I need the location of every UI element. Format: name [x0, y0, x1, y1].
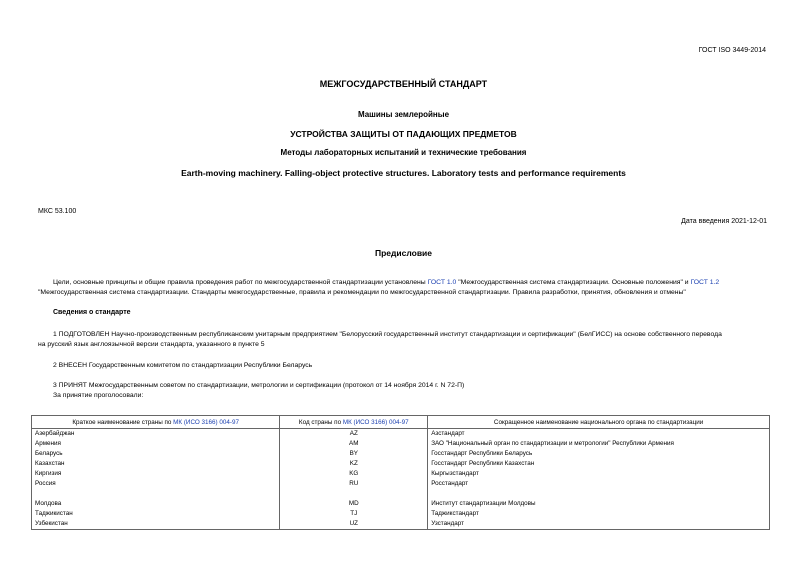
country-cell: Армения	[32, 439, 280, 449]
gost-1-0-link[interactable]: ГОСТ 1.0	[427, 279, 457, 286]
subtitle: Методы лабораторных испытаний и технические требования	[280, 148, 527, 157]
body-cell: Госстандарт Республики Казахстан	[428, 459, 770, 469]
header-text: Краткое наименование страны по	[72, 418, 174, 426]
table-row	[32, 499, 770, 509]
item-1-line-1: 1 ПОДГОТОВЛЕН Научно-производственным республиканским унитарным предприятием "Белорусский государственный институт стандартизации и сертификации" (БелГИСС) на основе собственного перевода	[53, 331, 722, 338]
code-cell: TJ	[280, 509, 428, 519]
standard-type-title: МЕЖГОСУДАРСТВЕННЫЙ СТАНДАРТ	[319, 79, 488, 89]
table-row	[32, 459, 770, 469]
table-row	[32, 479, 770, 489]
table-row	[32, 469, 770, 479]
mk-iso-link[interactable]: МК (ИСО 3166) 004-97	[173, 418, 239, 426]
mks-code: МКС 53.100	[38, 208, 77, 215]
item-1-line-2: на русский язык англоязычной версии стандарта, указанного в пункте 5	[38, 341, 265, 348]
code-cell: KG	[280, 469, 428, 479]
preface-text: "Межгосударственная система стандартизации. Основные положения" и	[456, 279, 691, 286]
code-cell: MD	[280, 499, 428, 509]
country-cell: Азербайджан	[32, 429, 280, 440]
body-cell: Кыргызстандарт	[428, 469, 770, 479]
body-cell: Азстандарт	[428, 429, 770, 440]
code-cell	[280, 489, 428, 499]
table-row	[32, 509, 770, 519]
table-row	[32, 439, 770, 449]
body-cell	[428, 489, 770, 499]
column-header-country	[32, 416, 280, 429]
body-cell: ЗАО "Национальный орган по стандартизации и метрологии" Республики Армения	[428, 439, 770, 449]
body-cell: Узстандарт	[428, 519, 770, 530]
document-code: ГОСТ ISO 3449-2014	[698, 47, 766, 54]
country-cell: Молдова	[32, 499, 280, 509]
code-cell: RU	[280, 479, 428, 489]
code-cell: AM	[280, 439, 428, 449]
table-row	[32, 429, 770, 440]
preface-heading: Предисловие	[374, 248, 433, 258]
body-cell: Росстандарт	[428, 479, 770, 489]
country-cell: Беларусь	[32, 449, 280, 459]
country-cell: Таджикистан	[32, 509, 280, 519]
country-cell: Казахстан	[32, 459, 280, 469]
item-3-line-2: За принятие проголосовали:	[53, 392, 144, 399]
body-cell: Госстандарт Республики Беларусь	[428, 449, 770, 459]
preface-text: Цели, основные принципы и общие правила проведения работ по межгосударственной стандартизации установлены	[53, 279, 428, 286]
country-cell: Россия	[32, 479, 280, 489]
header-text: Код страны по	[298, 418, 343, 426]
code-cell: KZ	[280, 459, 428, 469]
table-row	[32, 519, 770, 530]
table-row	[32, 489, 770, 499]
voting-countries-table	[31, 415, 770, 530]
item-1-paragraph	[38, 330, 770, 350]
country-cell: Киргизия	[32, 469, 280, 479]
body-cell: Институт стандартизации Молдовы	[428, 499, 770, 509]
mk-iso-link[interactable]: МК (ИСО 3166) 004-97	[342, 418, 409, 426]
body-cell: Таджикстандарт	[428, 509, 770, 519]
subject-title: Машины землеройные	[357, 110, 450, 119]
item-2-paragraph	[38, 361, 770, 371]
item-3-line-1: 3 ПРИНЯТ Межгосударственным советом по стандартизации, метрологии и сертификации (протокол от 14 ноября 2014 г. N 72-П)	[53, 382, 465, 389]
table-row	[32, 449, 770, 459]
country-cell: Узбекистан	[32, 519, 280, 530]
column-header-code	[280, 416, 428, 429]
standard-info-heading: Сведения о стандарте	[53, 309, 131, 316]
code-cell: BY	[280, 449, 428, 459]
column-header-body: Сокращенное наименование национального органа по стандартизации	[428, 416, 770, 429]
item-2-line: 2 ВНЕСЕН Государственным комитетом по стандартизации Республики Беларусь	[53, 362, 313, 369]
country-cell	[32, 489, 280, 499]
code-cell: AZ	[280, 429, 428, 440]
introduction-date: Дата введения 2021-12-01	[681, 218, 767, 225]
main-title: УСТРОЙСТВА ЗАЩИТЫ ОТ ПАДАЮЩИХ ПРЕДМЕТОВ	[290, 129, 517, 139]
gost-1-2-link[interactable]: ГОСТ 1.2	[690, 279, 720, 286]
table-header-row	[32, 416, 770, 429]
english-title: Earth-moving machinery. Falling-object protective structures. Laboratory tests and performance requirements	[181, 168, 626, 178]
code-cell: UZ	[280, 519, 428, 530]
item-3-paragraph	[38, 381, 770, 401]
preface-paragraph-1	[38, 278, 770, 298]
preface-text: "Межгосударственная система стандартизации. Стандарты межгосударственные, правила и рекомендации по межгосударственной стандартизации. Правила разработки, принятия, обновления и отмены"	[38, 289, 686, 296]
